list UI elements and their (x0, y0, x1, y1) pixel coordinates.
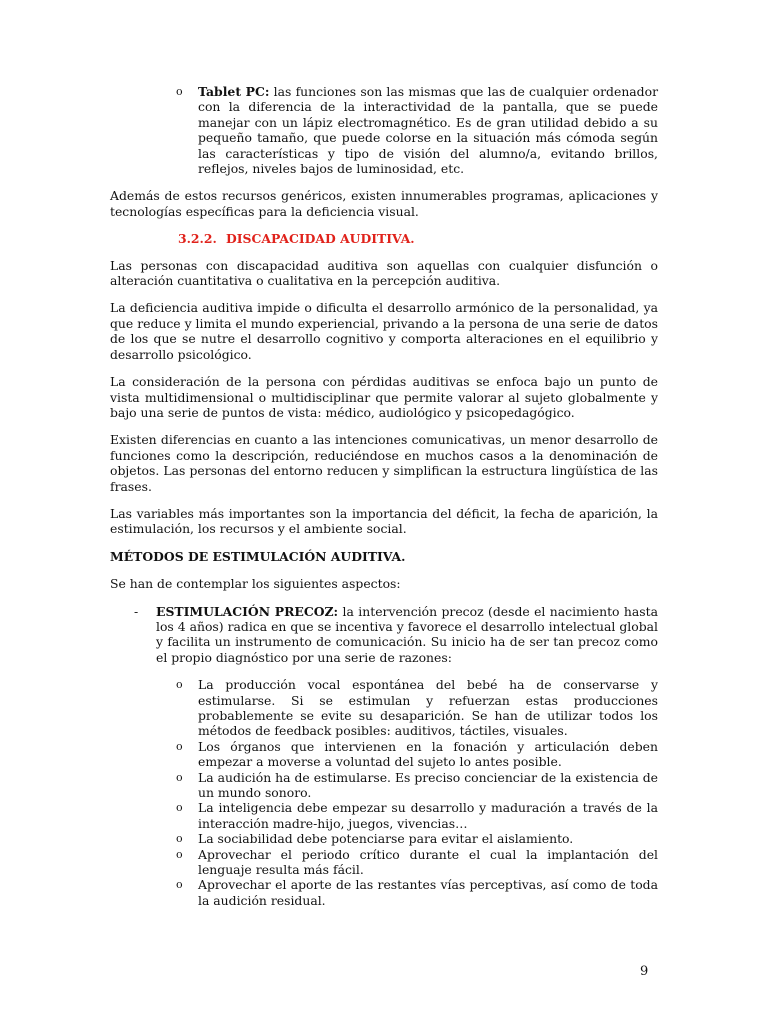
list-item-text: La audición ha de estimularse. Es preciso concienciar de la existencia de un mundo sonoro. (198, 769, 658, 801)
paragraph-definicion: Las personas con discapacidad auditiva son aquellas con cualquier disfunción o alteración cuantitativa o cualitativa en la percepción auditiva. (110, 257, 658, 289)
circle-bullet-icon: o (176, 739, 183, 753)
circle-bullet-icon: o (176, 801, 183, 815)
list-item-text: La sociabilidad debe potenciarse para evitar el aislamiento. (198, 831, 574, 847)
list-item-text: Aprovechar el periodo crítico durante el cual la implantación del lenguaje resulta más fácil. (198, 846, 658, 878)
reasons-list (110, 677, 658, 908)
tablet-pc-bullet (176, 84, 658, 176)
circle-bullet-icon: o (176, 878, 183, 892)
list-item (176, 847, 658, 878)
list-item-text: Los órganos que intervienen en la fonación y articulación deben empezar a moverse a voluntad del sujeto lo antes posible. (198, 738, 658, 770)
paragraph-recursos: Además de estos recursos genéricos, existen innumerables programas, aplicaciones y tecnologías específicas para la deficiencia visual. (110, 188, 658, 219)
estimulacion-precoz-text: la intervención precoz (desde el nacimiento hasta los 4 años) radica en que se incentiva y favorece el desarrollo intelectual global y facilita un instrumento de comunicación. Su inicio ha de ser tan precoz como el propio diagnóstico por una serie de razones: (156, 603, 658, 665)
section-number: 3.2.2. (178, 231, 217, 247)
list-item (176, 739, 658, 770)
page-number: 9 (640, 964, 649, 979)
methods-title: MÉTODOS DE ESTIMULACIÓN AUDITIVA. (110, 548, 406, 564)
dash-bullet-icon: - (134, 603, 139, 619)
section-heading (178, 231, 658, 246)
circle-bullet-icon: o (176, 678, 183, 692)
list-item (176, 800, 658, 831)
list-item (176, 677, 658, 739)
paragraph-variables: Las variables más importantes son la importancia del déficit, la fecha de aparición, la estimulación, los recursos y el ambiente social. (110, 505, 658, 537)
circle-bullet-icon: o (176, 832, 183, 846)
list-item-text: Aprovechar el aporte de las restantes vías perceptivas, así como de toda la audición residual. (198, 877, 658, 908)
paragraph-diferencias: Existen diferencias en cuanto a las intenciones comunicativas, un menor desarrollo de funciones como la descripción, reduciéndose en muchos casos a la denominación de objetos. Las personas del entorno reducen y simplifican la estructura lingüística de las frases. (110, 432, 658, 494)
circle-bullet-icon: o (176, 85, 183, 98)
circle-bullet-icon: o (176, 770, 183, 784)
tablet-pc-text: las funciones son las mismas que las de cualquier ordenador con la diferencia de la interactividad de la pantalla, que se puede manejar con un lápiz electromagnético. Es de gran utilidad debido a su pequeño tamaño, que puede colorse en la situación más cómoda según las características y tipo de visión del alumno/a, evitando brillos, reflejos, niveles bajos de luminosidad, etc. (198, 84, 658, 177)
page-content (110, 84, 658, 908)
list-item (176, 877, 658, 908)
paragraph-deficiencia: La deficiencia auditiva impide o dificulta el desarrollo armónico de la personalidad, ya que reduce y limita el mundo experiencial, privando a la persona de una serie de datos de los que se nutre el desarrollo cognitivo y comporta alteraciones en el equilibrio y desarrollo psicológico. (110, 300, 658, 362)
list-item-text: La inteligencia debe empezar su desarrollo y maduración a través de la interacción madre-hijo, juegos, vivencias… (198, 800, 658, 831)
estimulacion-precoz-item (110, 604, 658, 666)
section-title: DISCAPACIDAD AUDITIVA. (226, 231, 415, 247)
list-item (176, 770, 658, 801)
paragraph-aspectos: Se han de contemplar los siguientes aspectos: (110, 576, 401, 592)
circle-bullet-icon: o (176, 847, 183, 861)
estimulacion-precoz-term: ESTIMULACIÓN PRECOZ: (156, 603, 339, 619)
list-item (176, 831, 658, 846)
paragraph-consideracion: La consideración de la persona con pérdidas auditivas se enfoca bajo un punto de vista multidimensional o multidisciplinar que permite valorar al sujeto globalmente y bajo una serie de puntos de vista: médico, audiológico y psicopedagógico. (110, 374, 658, 420)
list-item-text: La producción vocal espontánea del bebé ha de conservarse y estimularse. Si se estimulan y refuerzan estas producciones probablemente se evite su desaparición. Se han de utilizar todos los métodos de feedback posibles: auditivos, táctiles, visuales. (198, 677, 658, 739)
tablet-pc-term: Tablet PC: (198, 84, 270, 99)
